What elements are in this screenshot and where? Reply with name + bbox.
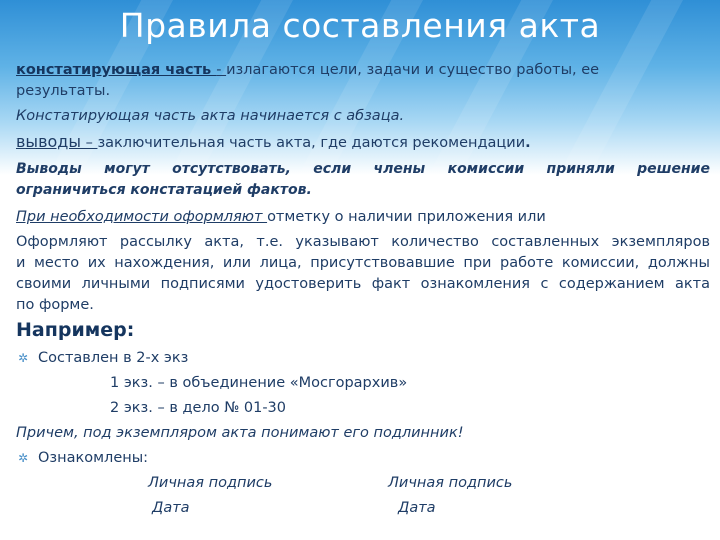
statement-text: излагаются цели, задачи и существо работы, ее — [226, 62, 600, 78]
paragraph-statement-cont: результаты. — [16, 83, 111, 99]
paragraph-distribution-4: по форме. — [16, 297, 94, 313]
paragraph-distribution-2: и место их нахождения, или лица, присутствовавшие при работе комиссии, должны — [16, 255, 710, 271]
paragraph-appendix — [16, 207, 710, 228]
paragraph-statement-note: Констатирующая часть акта начинается с абзаца. — [16, 108, 405, 124]
term-conclusions: выводы — [16, 132, 81, 151]
appendix-text: отметку о наличии приложения или — [267, 209, 546, 225]
paragraph-distribution-3: своими личными подписями удостоверить факт ознакомления с содержанием акта — [16, 276, 710, 292]
signature-right: Личная подпись — [388, 475, 513, 491]
bullet-star-icon: ✲ — [18, 451, 29, 465]
bullet-acquainted-text: Ознакомлены: — [38, 450, 149, 466]
bullet-copies — [18, 348, 712, 369]
bullet-copies-text: Составлен в 2-х экз — [38, 350, 189, 366]
paragraph-distribution: Оформляют рассылку акта, т.е. указывают количество составленных экземпляров — [16, 234, 710, 250]
signature-left: Личная подпись — [148, 475, 273, 491]
appendix-lead: При необходимости оформляют — [16, 209, 268, 225]
bullet-acquainted — [18, 448, 712, 469]
paragraph-statement — [16, 60, 710, 81]
copy-line-2: 2 экз. – в дело № 01-30 — [110, 400, 287, 416]
date-left: Дата — [152, 500, 190, 516]
date-right: Дата — [398, 500, 436, 516]
paragraph-conclusions-note-cont: ограничиться констатацией фактов. — [16, 182, 312, 198]
example-heading: Например: — [16, 319, 135, 341]
original-note: Причем, под экземпляром акта понимают его подлинник! — [16, 425, 464, 441]
paragraph-conclusions-note: Выводы могут отсутствовать, если члены комиссии приняли решение — [16, 161, 710, 177]
conclusions-text: заключительная часть акта, где даются рекомендации — [97, 135, 526, 151]
conclusions-period: . — [525, 135, 531, 151]
copy-line-1: 1 экз. – в объединение «Мосгорархив» — [110, 375, 408, 391]
term-dash: – — [80, 135, 98, 151]
term-dash: - — [216, 62, 227, 78]
bullet-star-icon: ✲ — [18, 351, 29, 365]
slide-title: Правила составления акта — [119, 6, 601, 45]
paragraph-conclusions — [16, 131, 710, 154]
term-statement: констатирующая часть — [16, 62, 217, 78]
